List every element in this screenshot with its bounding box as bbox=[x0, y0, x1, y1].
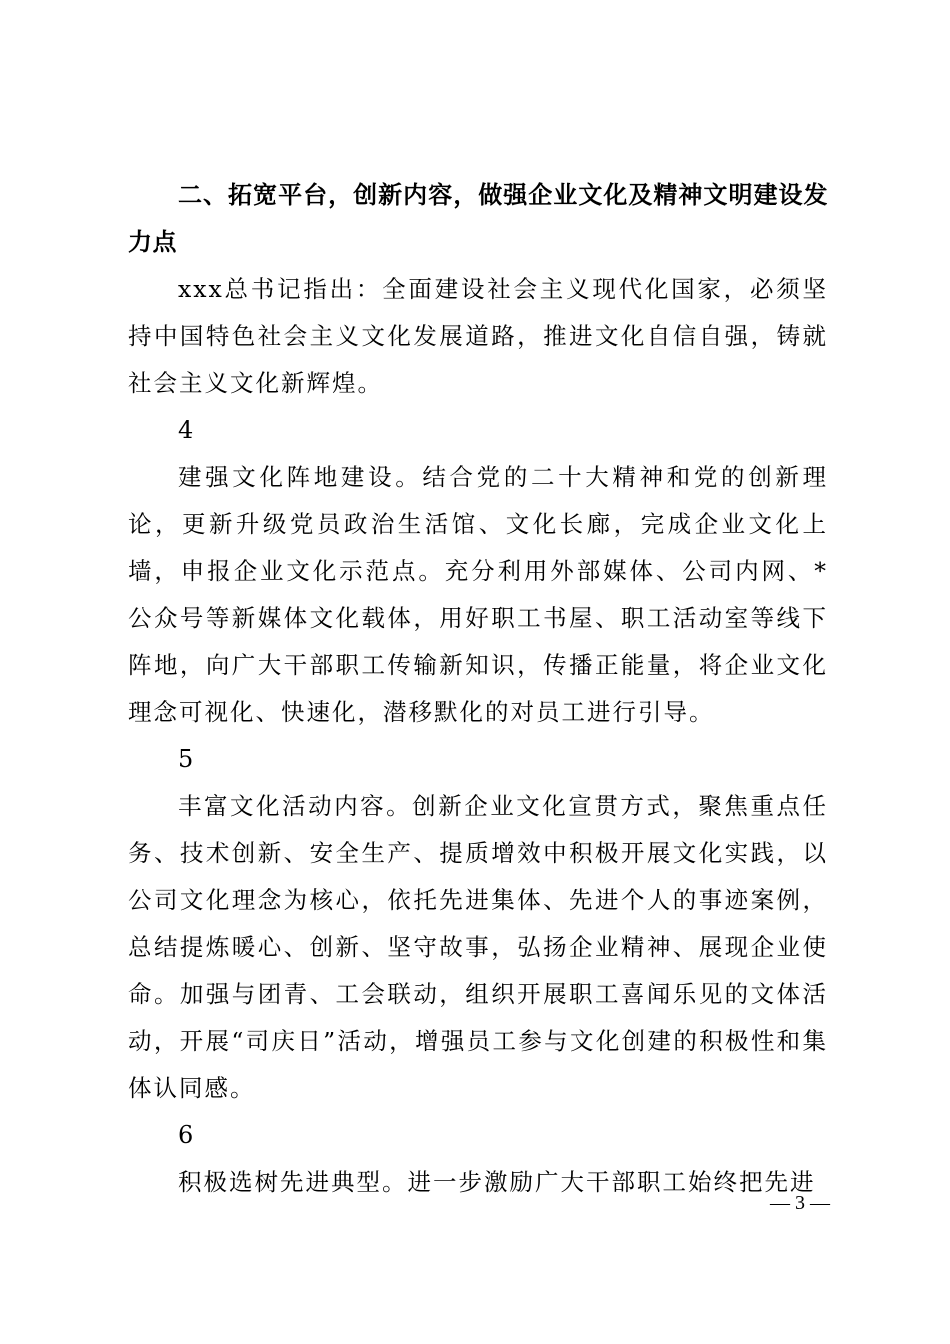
section-paragraph-4: 建强文化阵地建设。结合党的二十大精神和党的创新理论，更新升级党员政治生活馆、文化长廊，完成企业文化上墙，申报企业文化示范点。充分利用外部媒体、公司内网、*公众号等新媒体文化载体，用好职工书屋、职工活动室等线下阵地，向广大干部职工传输新知识，传播正能量，将企业文化理念可视化、快速化，潜移默化的对员工进行引导。 bbox=[128, 463, 828, 726]
section-paragraph-5: 丰富文化活动内容。创新企业文化宣贯方式，聚焦重点任务、技术创新、安全生产、提质增效中积极开展文化实践，以公司文化理念为核心，依托先进集体、先进个人的事迹案例，总结提炼暖心、创新、坚守故事，弘扬企业精神、展现企业使命。加强与团青、工会联动，组织开展职工喜闻乐见的文体活动，开展“司庆日”活动，增强员工参与文化创建的积极性和集体认同感。 bbox=[128, 792, 828, 1102]
section-number-6: 6 bbox=[178, 1121, 194, 1149]
section-paragraph-6: 积极选树先进典型。进一步激励广大干部职工始终把先进 bbox=[178, 1168, 816, 1196]
document-body bbox=[128, 172, 828, 1206]
page-number: — 3 — bbox=[770, 1192, 830, 1214]
section-number-4: 4 bbox=[178, 416, 194, 444]
section-heading: 二、拓宽平台，创新内容，做强企业文化及精神文明建设发力点 bbox=[128, 181, 828, 256]
section-number-5: 5 bbox=[178, 745, 194, 773]
intro-paragraph: xxx总书记指出：全面建设社会主义现代化国家，必须坚持中国特色社会主义文化发展道路，推进文化自信自强，铸就社会主义文化新辉煌。 bbox=[128, 275, 828, 397]
